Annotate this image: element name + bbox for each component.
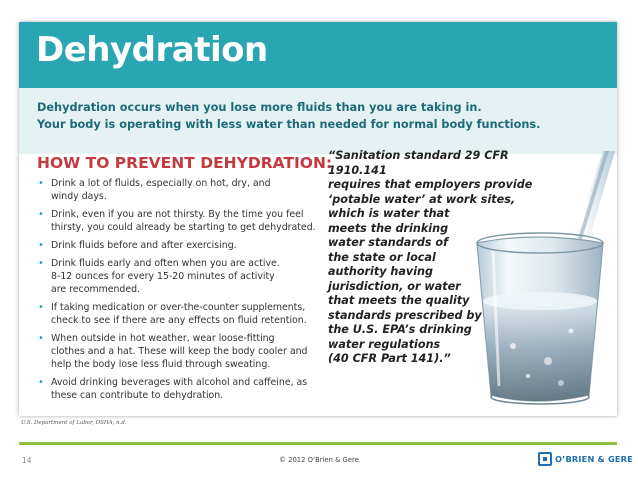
- content-card: [19, 22, 617, 416]
- tip-text: Drink fluids before and after exercising.: [51, 239, 237, 251]
- page-number: 14: [22, 456, 32, 465]
- company-logo: [538, 451, 633, 467]
- list-item: [37, 377, 325, 403]
- list-item: [37, 258, 325, 296]
- bullet-icon: •: [38, 301, 44, 313]
- tip-text: Drink, even if you are not thirsty. By the time you feel thirsty, you could already be starting to get dehydrated.: [51, 208, 316, 233]
- list-item: [37, 209, 325, 235]
- tip-text: When outside in hot weather, wear loose-fitting clothes and a hat. These will keep the body cooler and help the body lose less fluid through sweating.: [51, 332, 308, 370]
- list-item: [37, 302, 325, 328]
- tip-text: Avoid drinking beverages with alcohol and caffeine, as these can contribute to dehydration.: [51, 376, 308, 401]
- slide-title: Dehydration: [36, 30, 268, 70]
- prevention-list: [37, 178, 325, 408]
- bullet-icon: •: [38, 376, 44, 388]
- list-item: [37, 333, 325, 371]
- copyright-text: © 2012 O’Brien & Gere: [279, 456, 359, 464]
- list-item: [37, 240, 325, 253]
- tip-text: If taking medication or over-the-counter supplements, check to see if there are any effects on fluid retention.: [51, 301, 307, 326]
- tip-text: Drink fluids early and often when you are active. 8-12 ounces for every 15-20 minutes of activity are recommended.: [51, 258, 280, 295]
- list-item: [37, 178, 325, 204]
- source-citation: U.S. Department of Labor, OSHA, n.d.: [21, 420, 127, 426]
- tip-text: Drink a lot of fluids, especially on hot, dry, and windy days.: [51, 178, 271, 202]
- osha-quote: “Sanitation standard 29 CFR 1910.141 requires that employers provide ‘potable water’ at work sites, which is water that meets the drinking water standards of the state or local authority having jurisdiction, or water that meets the quality standards prescribed by the U.S. EPA’s drinking water regulations (40 CFR Part 141).”: [328, 149, 533, 365]
- square-logo-icon: [538, 452, 552, 466]
- bullet-icon: •: [38, 208, 44, 220]
- header-band: [19, 22, 617, 88]
- bullet-icon: •: [38, 332, 44, 344]
- bullet-icon: •: [38, 239, 44, 251]
- bullet-icon: •: [38, 258, 44, 270]
- bullet-icon: •: [38, 178, 44, 189]
- prevention-heading: HOW TO PREVENT DEHYDRATION:: [37, 154, 333, 172]
- body-content: [19, 149, 617, 416]
- intro-panel: [19, 88, 617, 154]
- footer-divider: [19, 442, 617, 445]
- intro-text: Dehydration occurs when you lose more fluids than you are taking in. Your body is operating with less water than needed for normal body functions.: [37, 101, 541, 131]
- logo-text: O’BRIEN & GERE: [555, 454, 633, 464]
